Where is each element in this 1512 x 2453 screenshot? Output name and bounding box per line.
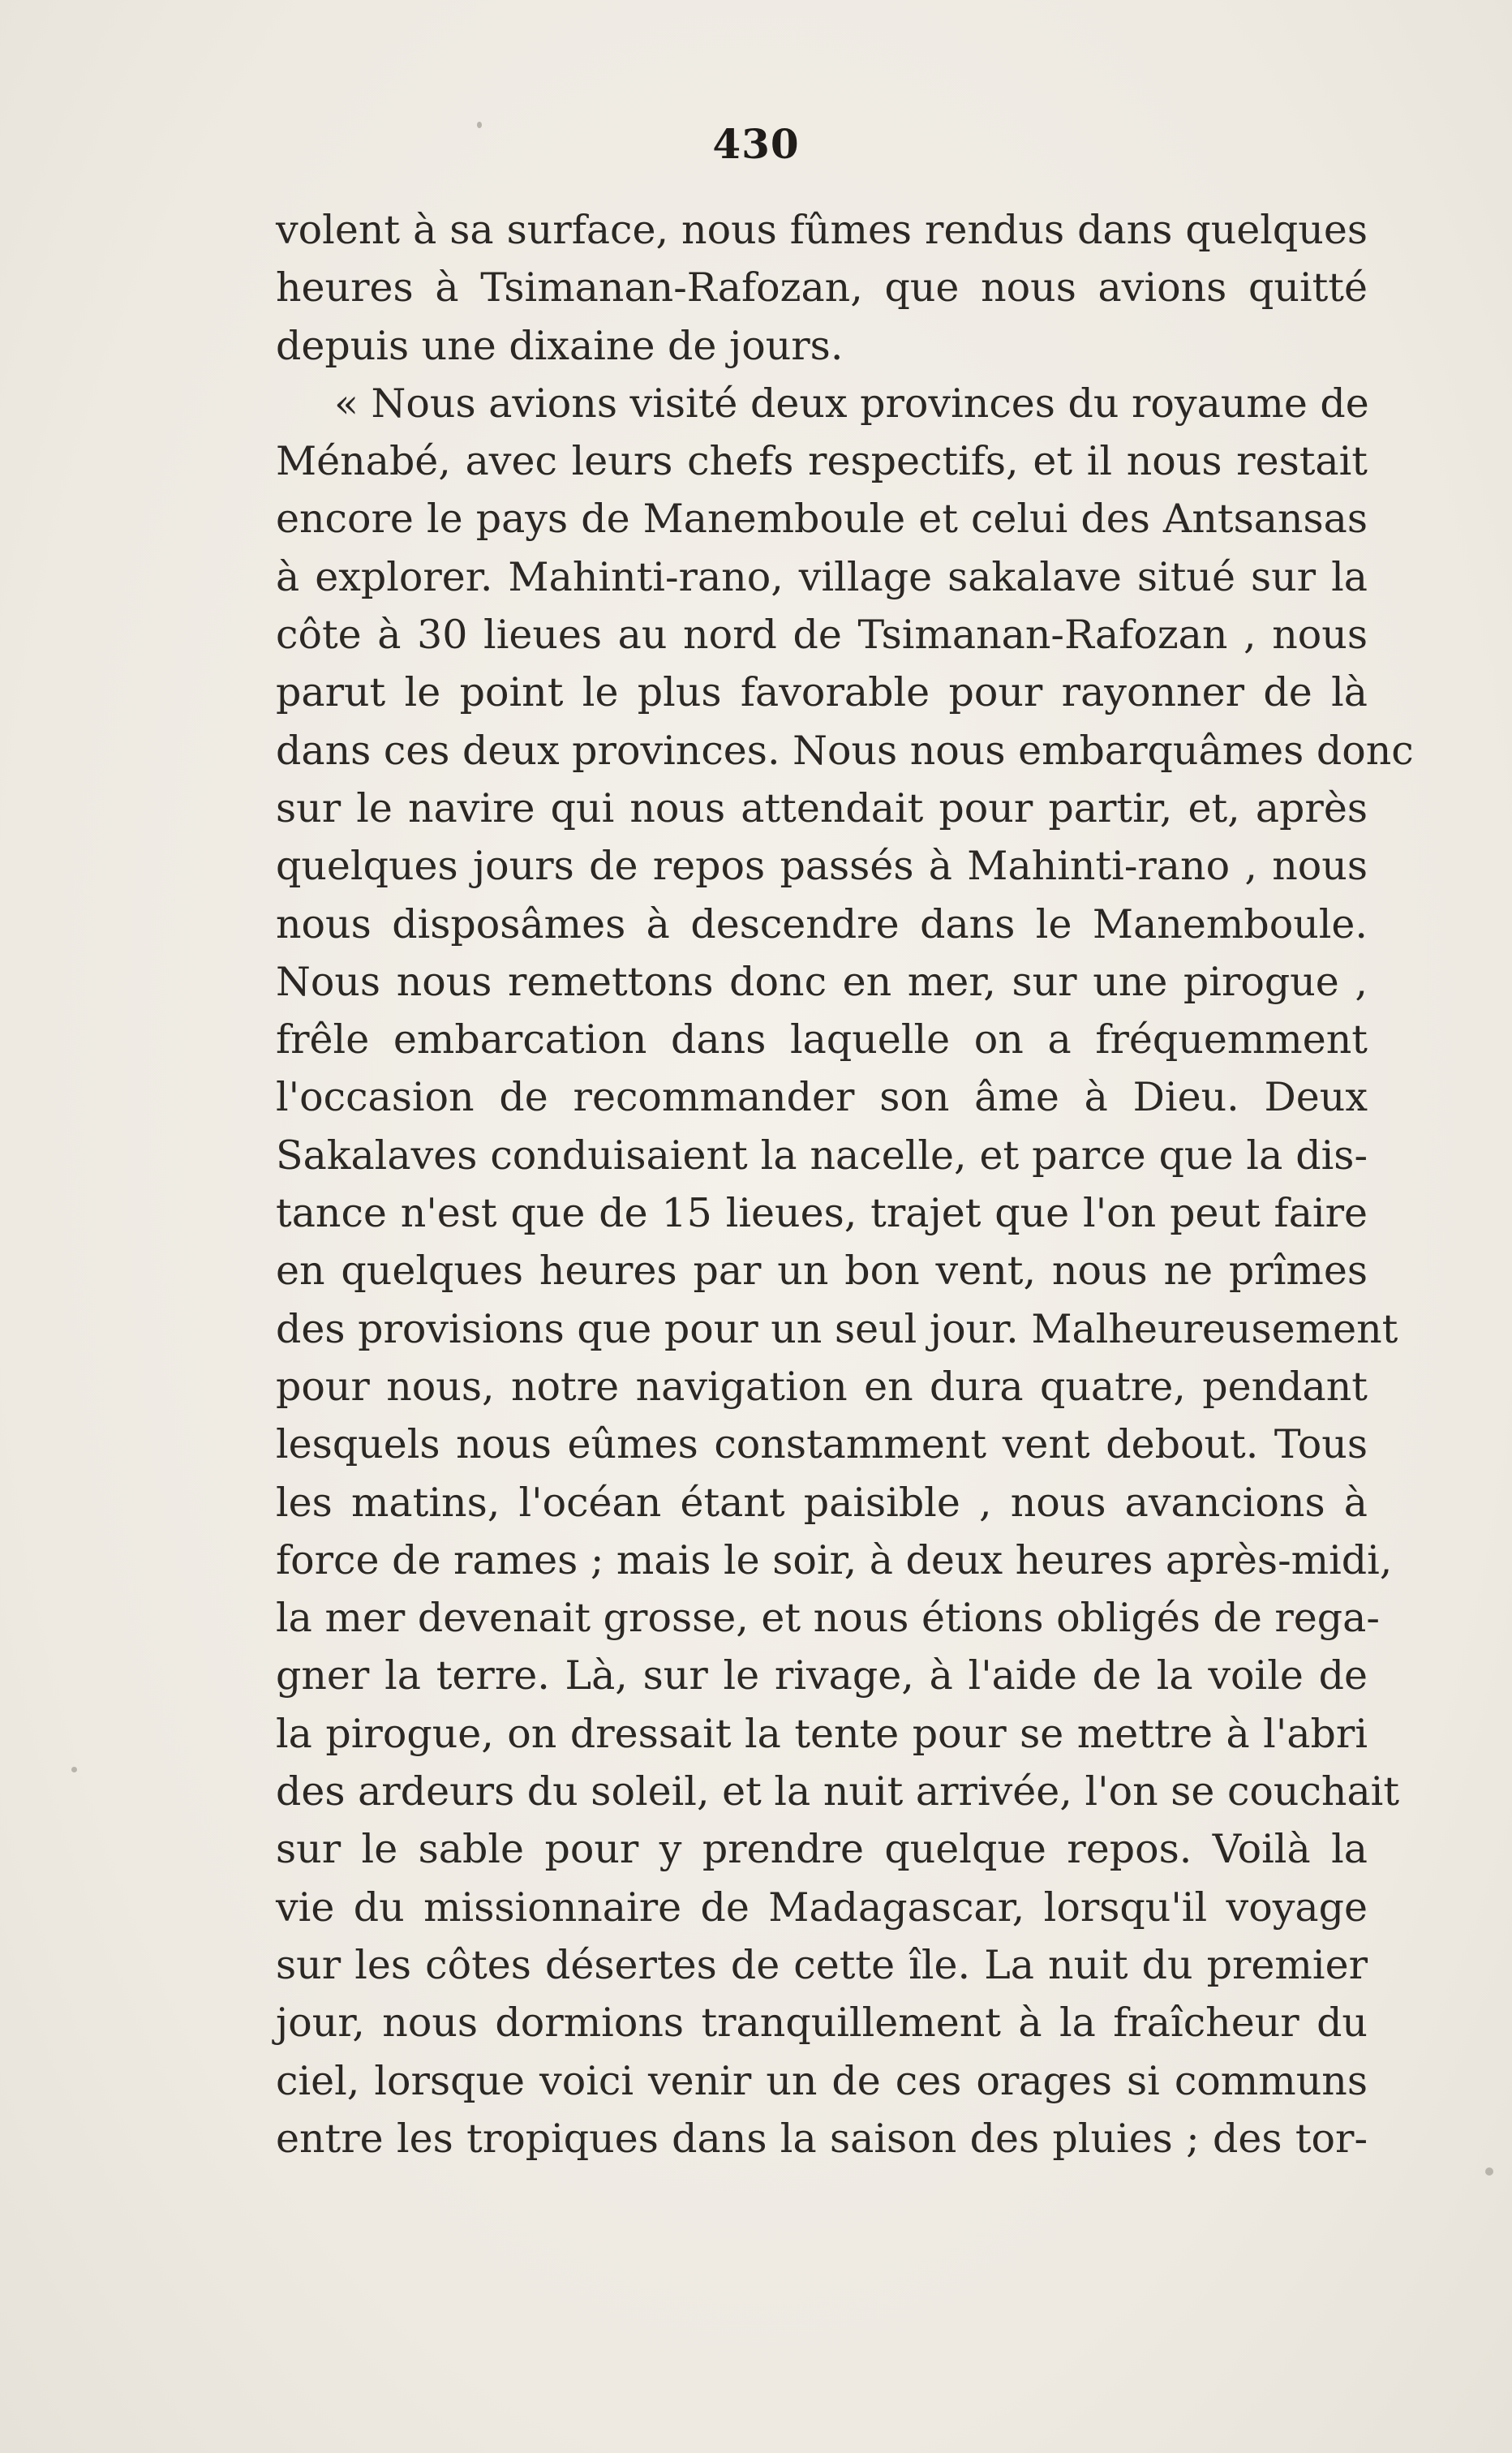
text-line: Nous nous remettons donc en mer, sur une pirogue , [276,958,1368,1005]
text-line: quelques jours de repos passés à Mahinti-rano , nous [276,843,1368,890]
text-line: heures à Tsimanan-Rafozan, que nous avions quitté [276,264,1368,311]
text-line: sur le sable pour y prendre quelque repos. Voilà la [276,1826,1368,1873]
text-line: parut le point le plus favorable pour rayonner de là [276,669,1368,716]
paper-speck [71,1767,77,1772]
text-line: force de rames ; mais le soir, à deux heures après-midi, [276,1536,1393,1583]
text-line: la mer devenait grosse, et nous étions obligés de rega- [276,1595,1380,1642]
text-line: Ménabé, avec leurs chefs respectifs, et il nous restait [276,438,1368,485]
text-line: encore le pays de Manemboule et celui des Antsansas [276,496,1368,543]
paper-speck [1485,2167,1493,2176]
text-line: pour nous, notre navigation en dura quatre, pendant [276,1363,1368,1410]
paper-speck [477,122,482,128]
text-line: sur les côtes désertes de cette île. La nuit du premier [276,1941,1368,1988]
text-line: lesquels nous eûmes constamment vent debout. Tous [276,1421,1368,1468]
text-line: dans ces deux provinces. Nous nous embarquâmes donc [276,727,1414,774]
body-text [276,201,1414,2167]
text-line: « Nous avions visité deux provinces du royaume de [334,380,1369,427]
text-line: l'occasion de recommander son âme à Dieu. Deux [276,1074,1368,1121]
text-line: ciel, lorsque voici venir un de ces orages si communs [276,2057,1368,2104]
text-line: des provisions que pour un seul jour. Malheureusement [276,1305,1398,1352]
text-line: gner la terre. Là, sur le rivage, à l'aide de la voile de [276,1652,1368,1699]
page-number: 430 [712,120,800,168]
text-line: tance n'est que de 15 lieues, trajet que l'on peut faire [276,1190,1368,1237]
text-line: entre les tropiques dans la saison des pluies ; des tor- [276,2115,1368,2162]
text-line: à explorer. Mahinti-rano, village sakalave situé sur la [276,553,1368,600]
text-line: jour, nous dormions tranquillement à la fraîcheur du [276,2000,1368,2047]
text-line: Sakalaves conduisaient la nacelle, et parce que la dis- [276,1132,1368,1179]
text-line: vie du missionnaire de Madagascar, lorsqu'il voyage [276,1884,1368,1931]
text-line: la pirogue, on dressait la tente pour se mettre à l'abri [276,1710,1368,1757]
text-line: les matins, l'océan étant paisible , nous avancions à [276,1479,1368,1526]
text-line: côte à 30 lieues au nord de Tsimanan-Rafozan , nous [276,612,1368,659]
text-line: nous disposâmes à descendre dans le Manemboule. [276,900,1368,947]
text-line: volent à sa surface, nous fûmes rendus dans quelques [276,207,1368,253]
text-line: sur le navire qui nous attendait pour partir, et, après [276,784,1368,831]
text-line: des ardeurs du soleil, et la nuit arrivée, l'on se couchait [276,1768,1400,1815]
text-line: frêle embarcation dans laquelle on a fréquemment [276,1016,1368,1063]
text-line: en quelques heures par un bon vent, nous ne prîmes [276,1248,1368,1295]
text-line: depuis une dixaine de jours. [276,322,844,369]
